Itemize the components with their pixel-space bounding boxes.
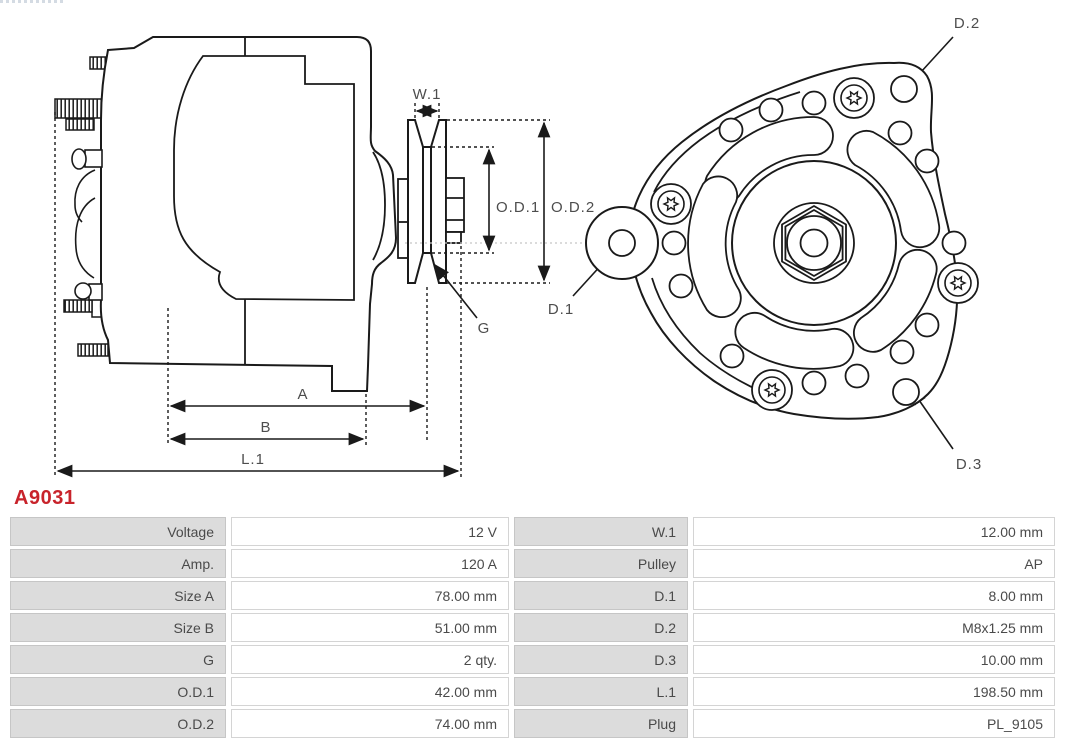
rear-view (586, 63, 978, 419)
spec-label: O.D.2 (10, 709, 226, 738)
spec-value: 12.00 mm (693, 517, 1055, 546)
spec-value: 12 V (231, 517, 509, 546)
part-number: A9031 (14, 487, 76, 509)
dim-label-od1: O.D.1 (496, 199, 541, 216)
spec-label: Size A (10, 581, 226, 610)
spec-label: D.3 (514, 645, 688, 674)
spec-value: 198.50 mm (693, 677, 1055, 706)
spec-label: D.1 (514, 581, 688, 610)
spec-label: O.D.1 (10, 677, 226, 706)
spec-value: 10.00 mm (693, 645, 1055, 674)
center-hub (732, 161, 896, 325)
dim-label-d3: D.3 (955, 456, 983, 473)
mounting-hole-d2 (891, 76, 917, 102)
spec-value: PL_9105 (693, 709, 1055, 738)
pulley (408, 120, 446, 283)
spec-label: G (10, 645, 226, 674)
side-view (55, 37, 464, 391)
spec-value: M8x1.25 mm (693, 613, 1055, 642)
shaft-nut-stack (446, 178, 464, 243)
table-row (10, 709, 1055, 738)
spec-value: AP (693, 549, 1055, 578)
dim-label-d1: D.1 (547, 301, 575, 318)
table-row (10, 517, 1055, 546)
spec-label: Size B (10, 613, 226, 642)
dim-label-l1: L.1 (241, 451, 265, 468)
dim-label-od2: O.D.2 (551, 199, 596, 216)
table-row (10, 549, 1055, 578)
spec-label: Pulley (514, 549, 688, 578)
shaft-collar (398, 179, 408, 258)
mounting-ear-d1 (586, 207, 658, 279)
spec-label: Plug (514, 709, 688, 738)
dim-label-a: A (297, 386, 309, 403)
spec-value: 2 qty. (231, 645, 509, 674)
dim-label-g: G (477, 320, 491, 337)
spec-label: L.1 (514, 677, 688, 706)
rear-cover-details (72, 149, 102, 300)
spec-value: 51.00 mm (231, 613, 509, 642)
spec-value: 74.00 mm (231, 709, 509, 738)
dim-label-w1: W.1 (412, 86, 442, 103)
table-row (10, 677, 1055, 706)
spec-label: W.1 (514, 517, 688, 546)
spec-value: 78.00 mm (231, 581, 509, 610)
spec-value: 120 A (231, 549, 509, 578)
spec-value: 8.00 mm (693, 581, 1055, 610)
dim-label-d2: D.2 (953, 15, 981, 32)
table-row (10, 581, 1055, 610)
spec-label: Amp. (10, 549, 226, 578)
spec-value: 42.00 mm (231, 677, 509, 706)
table-row (10, 645, 1055, 674)
table-row (10, 613, 1055, 642)
spec-table (5, 514, 1060, 741)
mounting-hole-d3 (893, 379, 919, 405)
dim-label-b: B (260, 419, 272, 436)
spec-label: Voltage (10, 517, 226, 546)
spec-label: D.2 (514, 613, 688, 642)
